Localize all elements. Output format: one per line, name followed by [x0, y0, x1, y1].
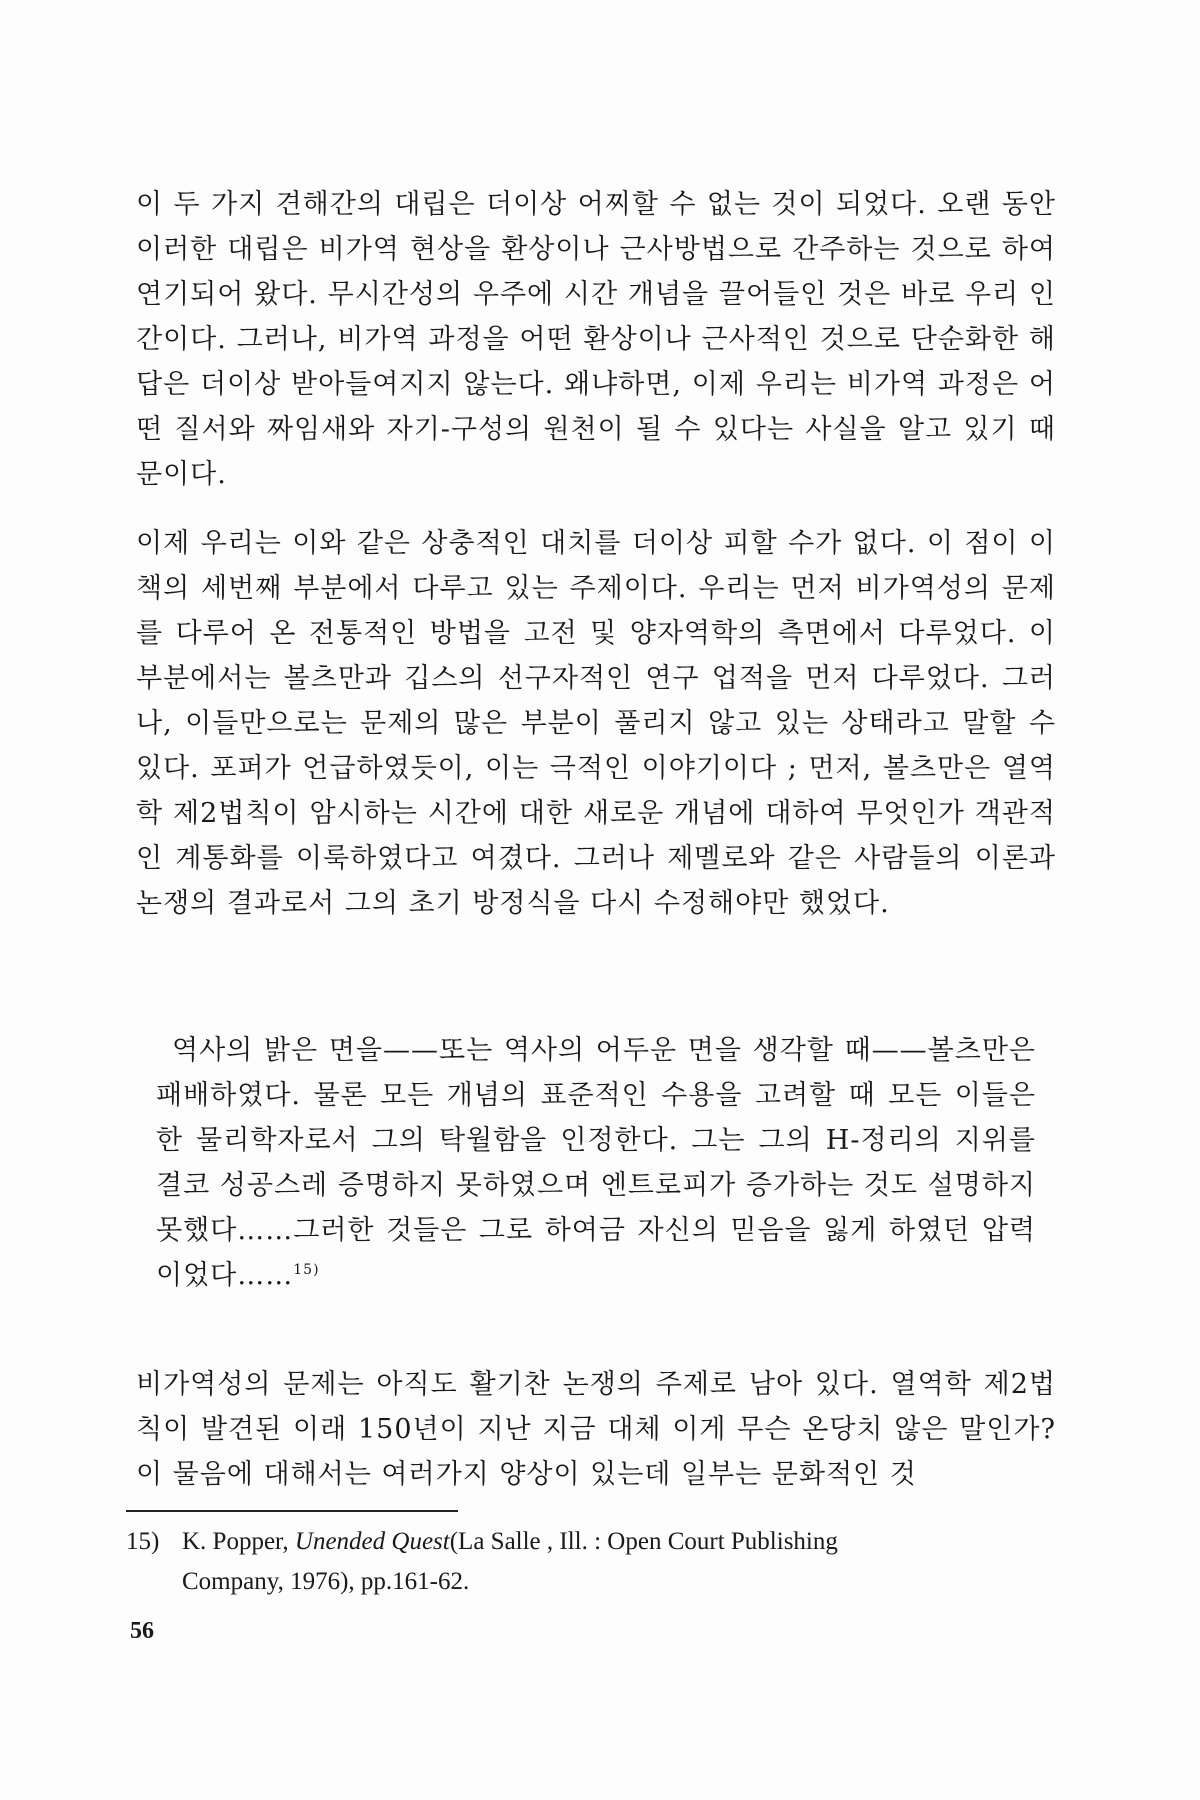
footnote [126, 1522, 1056, 1602]
footnote-continuation: Company, 1976), pp.161-62. [182, 1568, 470, 1595]
block-quote [156, 1028, 1036, 1298]
footnote-divider [126, 1510, 458, 1512]
paragraph-text: 이 두 가지 견해간의 대립은 더이상 어찌할 수 없는 것이 되었다. 오랜 동안 이러한 대립은 비가역 현상을 환상이나 근사방법으로 간주하는 것으로 하여 연기되어 왔다. 무시간성의 우주에 시간 개념을 끌어들인 것은 바로 우리 인간이다. 그러나, 비가역 과정을 어떤 환상이나 근사적인 것으로 단순화한 해답은 더이상 받아들여지지 않는다. 왜냐하면, 이제 우리는 비가역 과정은 어떤 질서와 짜임새와 자기-구성의 원천이 될 수 있다는 사실을 알고 있기 때문이다. [136, 189, 1056, 490]
quote-text: 역사의 밝은 면을——또는 역사의 어두운 면을 생각할 때——볼츠만은 패배하였다. 물론 모든 개념의 표준적인 수용을 고려할 때 모든 이들은 한 물리학자로서 그의 탁월함을 인정한다. 그는 그의 H-정리의 지위를 결코 성공스레 증명하지 못하였으며 엔트로피가 증가하는 것도 설명하지 못했다……그러한 것들은 그로 하여금 자신의 믿음을 잃게 하였던 압력이었다…… [156, 1035, 1036, 1291]
footnote-author: K. Popper, [182, 1528, 289, 1555]
footnote-number: 15) [126, 1528, 160, 1555]
page-number: 56 [130, 1618, 154, 1644]
paragraph-text: 이제 우리는 이와 같은 상충적인 대치를 더이상 피할 수가 없다. 이 점이 이 책의 세번째 부분에서 다루고 있는 주제이다. 우리는 먼저 비가역성의 문제를 다루어 온 전통적인 방법을 고전 및 양자역학의 측면에서 다루었다. 이 부분에서는 볼츠만과 깁스의 선구자적인 연구 업적을 먼저 다루었다. 그러나, 이들만으로는 문제의 많은 부분이 풀리지 않고 있는 상태라고 말할 수 있다. 포퍼가 언급하였듯이, 이는 극적인 이야기이다 ; 먼저, 볼츠만은 열역학 제2법칙이 암시하는 시간에 대한 새로운 개념에 대하여 무엇인가 객관적인 계통화를 이룩하였다고 여겼다. 그러나 제멜로와 같은 사람들의 이론과 논쟁의 결과로서 그의 초기 방정식을 다시 수정해야만 했었다. [136, 528, 1056, 919]
footnote-book-title: Unended Quest [294, 1528, 450, 1555]
paragraph-text: 비가역성의 문제는 아직도 활기찬 논쟁의 주제로 남아 있다. 열역학 제2법칙이 발견된 이래 150년이 지난 지금 대체 이게 무슨 온당치 않은 말인가? 이 물음에 대해서는 여러가지 양상이 있는데 일부는 문화적인 것 [136, 1369, 1056, 1490]
body-paragraph-3 [136, 1362, 1056, 1497]
body-paragraph-2 [136, 521, 1056, 926]
body-paragraph-1 [136, 182, 1056, 497]
footnote-publisher: (La Salle , Ill. : Open Court Publishing [449, 1528, 838, 1555]
footnote-reference: 15) [293, 1262, 320, 1278]
